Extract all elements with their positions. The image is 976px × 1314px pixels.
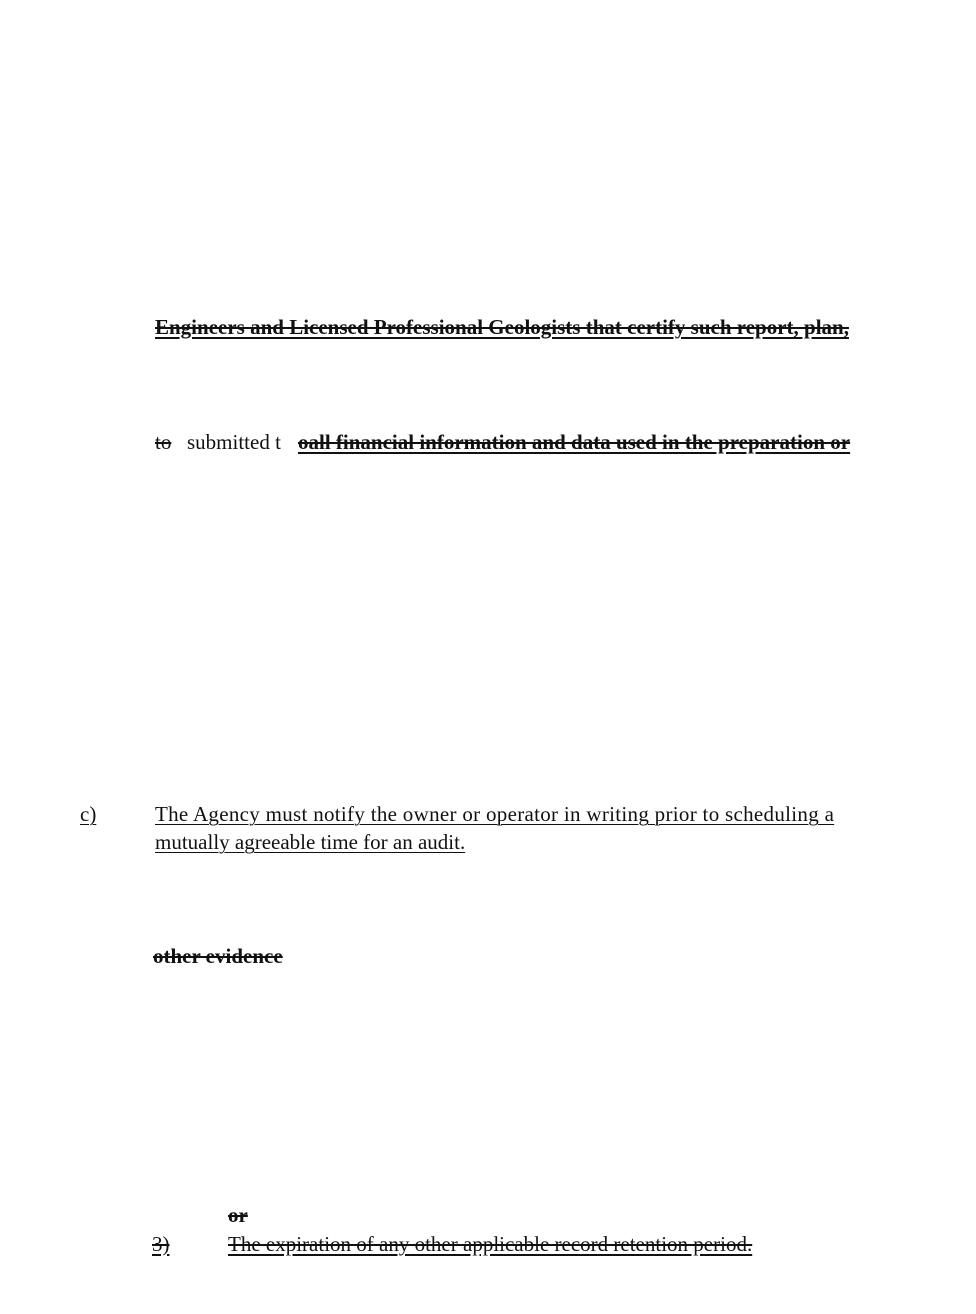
text-submitted: submitted t: [187, 430, 281, 454]
deleted-text-line-financial: oall financial information and data used in the preparation or: [298, 430, 851, 454]
deleted-text-line-engineers: Engineers and Licensed Professional Geologists that certify such report, plan,: [155, 315, 849, 339]
item-c-text-line-1: The Agency must notify the owner or operator in writing prior to scheduling a: [155, 802, 835, 826]
deleted-text-other-evidence: other evidence: [153, 944, 283, 968]
item-c-label: c): [80, 802, 97, 826]
deleted-word-to: to: [155, 430, 172, 454]
item-3-label: 3): [152, 1232, 170, 1256]
deleted-text-item-3: The expiration of any other applicable record retention period.: [228, 1232, 753, 1256]
item-c-text-line-2: mutually agreeable time for an audit.: [155, 830, 466, 854]
deleted-word-or: or: [228, 1203, 248, 1227]
